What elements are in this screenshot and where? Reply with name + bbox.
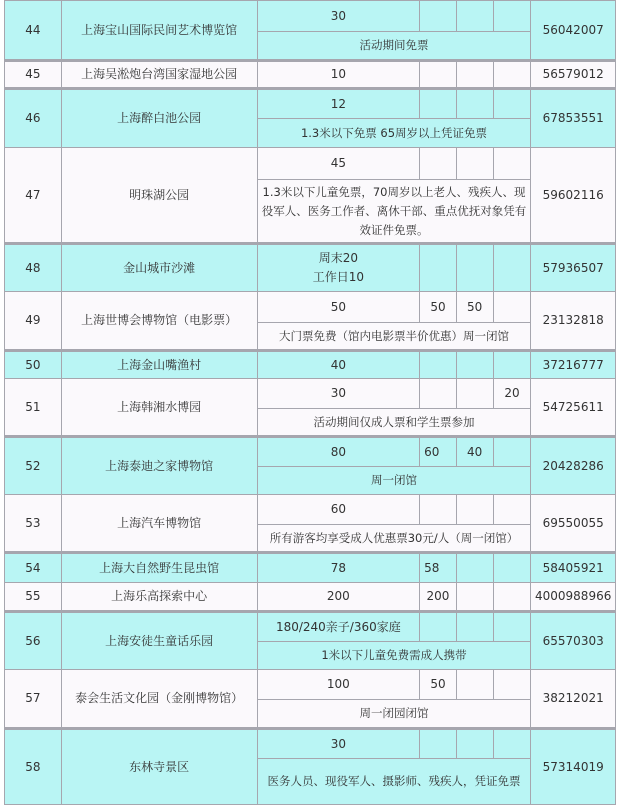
price-4 — [493, 612, 531, 642]
price-main: 80 — [257, 437, 419, 467]
row-number: 48 — [5, 244, 62, 292]
table-row — [5, 495, 616, 525]
price-2: 200 — [420, 583, 457, 612]
price-weekday: 工作日10 — [312, 270, 364, 284]
attraction-name: 上海大自然野生昆虫馆 — [61, 553, 257, 583]
price-2 — [420, 0, 457, 32]
phone-number: 20428286 — [531, 437, 616, 495]
row-number: 45 — [5, 61, 62, 89]
note: 大门票免费（馆内电影票半价优惠）周一闭馆 — [257, 323, 531, 351]
price-2 — [420, 244, 457, 292]
phone-number: 56042007 — [531, 0, 616, 61]
table-row — [5, 148, 616, 180]
table-row — [5, 583, 616, 612]
table-row — [5, 351, 616, 379]
price-2: 50 — [420, 292, 457, 323]
price-main: 10 — [257, 61, 419, 89]
attraction-name: 上海泰迪之家博物馆 — [61, 437, 257, 495]
price-main: 50 — [257, 292, 419, 323]
price-2: 60 — [420, 437, 457, 467]
price-2 — [420, 729, 457, 759]
attraction-name: 上海金山嘴渔村 — [61, 351, 257, 379]
price-4 — [493, 292, 531, 323]
phone-number: 37216777 — [531, 351, 616, 379]
price-2 — [420, 379, 457, 409]
price-2 — [420, 89, 457, 119]
price-main: 40 — [257, 351, 419, 379]
phone-number: 54725611 — [531, 379, 616, 437]
price-main: 180/240亲子/360家庭 — [257, 612, 419, 642]
attraction-name: 上海韩湘水博园 — [61, 379, 257, 437]
table-row — [5, 89, 616, 119]
attraction-name: 上海宝山国际民间艺术博览馆 — [61, 0, 257, 61]
table-row — [5, 437, 616, 467]
row-number: 53 — [5, 495, 62, 553]
row-number: 50 — [5, 351, 62, 379]
table-row — [5, 379, 616, 409]
price-2 — [420, 495, 457, 525]
note: 周一闭馆 — [257, 467, 531, 495]
note: 活动期间仅成人票和学生票参加 — [257, 409, 531, 437]
price-2 — [420, 351, 457, 379]
attraction-name: 上海乐高探索中心 — [61, 583, 257, 612]
price-3 — [456, 612, 493, 642]
row-number: 44 — [5, 0, 62, 61]
phone-number: 38212021 — [531, 670, 616, 729]
price-4 — [493, 670, 531, 700]
table-row — [5, 292, 616, 323]
attraction-name: 上海安徒生童话乐园 — [61, 612, 257, 670]
note: 医务人员、现役军人、摄影师、残疾人，凭证免票 — [257, 759, 531, 805]
price-3: 40 — [456, 437, 493, 467]
attraction-name: 东林寺景区 — [61, 729, 257, 805]
row-number: 55 — [5, 583, 62, 612]
price-3 — [456, 379, 493, 409]
table-row — [5, 0, 616, 32]
phone-number: 65570303 — [531, 612, 616, 670]
note: 1米以下儿童免费需成人携带 — [257, 642, 531, 670]
price-weekend: 周末20 — [318, 251, 358, 265]
row-number: 47 — [5, 148, 62, 244]
note: 活动期间免票 — [257, 32, 531, 61]
attraction-name: 金山城市沙滩 — [61, 244, 257, 292]
attraction-name: 上海汽车博物馆 — [61, 495, 257, 553]
price-main: 60 — [257, 495, 419, 525]
phone-number: 57936507 — [531, 244, 616, 292]
phone-number: 58405921 — [531, 553, 616, 583]
price-main: 30 — [257, 0, 419, 32]
price-2 — [420, 612, 457, 642]
phone-number: 4000988966 — [531, 583, 616, 612]
table-row — [5, 612, 616, 642]
table-row — [5, 553, 616, 583]
price-main: 30 — [257, 729, 419, 759]
note: 1.3米以下免票 65周岁以上凭证免票 — [257, 119, 531, 148]
row-number: 58 — [5, 729, 62, 805]
price-4: 20 — [493, 379, 531, 409]
price-3 — [456, 61, 493, 89]
price-3: 50 — [456, 292, 493, 323]
note: 1.3米以下儿童免票，70周岁以上老人、残疾人、现役军人、医务工作者、离休干部、重点优抚对象凭有效证件免票。 — [257, 180, 531, 244]
phone-number: 23132818 — [531, 292, 616, 351]
price-3 — [456, 351, 493, 379]
row-number: 46 — [5, 89, 62, 148]
table-row — [5, 729, 616, 759]
price-2: 58 — [420, 553, 457, 583]
row-number: 49 — [5, 292, 62, 351]
row-number: 54 — [5, 553, 62, 583]
table-row — [5, 61, 616, 89]
note: 所有游客均享受成人优惠票30元/人（周一闭馆） — [257, 525, 531, 553]
price-3 — [456, 244, 493, 292]
attraction-name: 泰会生活文化园（金刚博物馆） — [61, 670, 257, 729]
phone-number: 57314019 — [531, 729, 616, 805]
price-4 — [493, 553, 531, 583]
phone-number: 59602116 — [531, 148, 616, 244]
attraction-name: 上海吴淞炮台湾国家湿地公园 — [61, 61, 257, 89]
table-row — [5, 670, 616, 700]
price-3 — [456, 148, 493, 180]
price-main: 100 — [257, 670, 419, 700]
row-number: 57 — [5, 670, 62, 729]
price-4 — [493, 89, 531, 119]
price-4 — [493, 61, 531, 89]
attractions-table — [4, 0, 616, 805]
price-3 — [456, 0, 493, 32]
price-2 — [420, 148, 457, 180]
phone-number: 56579012 — [531, 61, 616, 89]
price-3 — [456, 670, 493, 700]
price-main: 45 — [257, 148, 419, 180]
price-main: 78 — [257, 553, 419, 583]
table-row — [5, 244, 616, 292]
phone-number: 67853551 — [531, 89, 616, 148]
price-4 — [493, 437, 531, 467]
price-main: 12 — [257, 89, 419, 119]
price-3 — [456, 495, 493, 525]
price-3 — [456, 89, 493, 119]
price-4 — [493, 729, 531, 759]
price-3 — [456, 729, 493, 759]
attraction-name: 上海醉白池公园 — [61, 89, 257, 148]
note: 周一闭园闭馆 — [257, 700, 531, 729]
phone-number: 69550055 — [531, 495, 616, 553]
attraction-name: 明珠湖公园 — [61, 148, 257, 244]
price-2: 50 — [420, 670, 457, 700]
price-3 — [456, 583, 493, 612]
row-number: 51 — [5, 379, 62, 437]
price-3 — [456, 553, 493, 583]
price-4 — [493, 583, 531, 612]
price-4 — [493, 0, 531, 32]
price-2 — [420, 61, 457, 89]
price-4 — [493, 148, 531, 180]
price-main — [257, 244, 419, 292]
price-main: 30 — [257, 379, 419, 409]
price-main: 200 — [257, 583, 419, 612]
price-4 — [493, 495, 531, 525]
price-4 — [493, 244, 531, 292]
row-number: 56 — [5, 612, 62, 670]
price-4 — [493, 351, 531, 379]
attraction-name: 上海世博会博物馆（电影票） — [61, 292, 257, 351]
row-number: 52 — [5, 437, 62, 495]
